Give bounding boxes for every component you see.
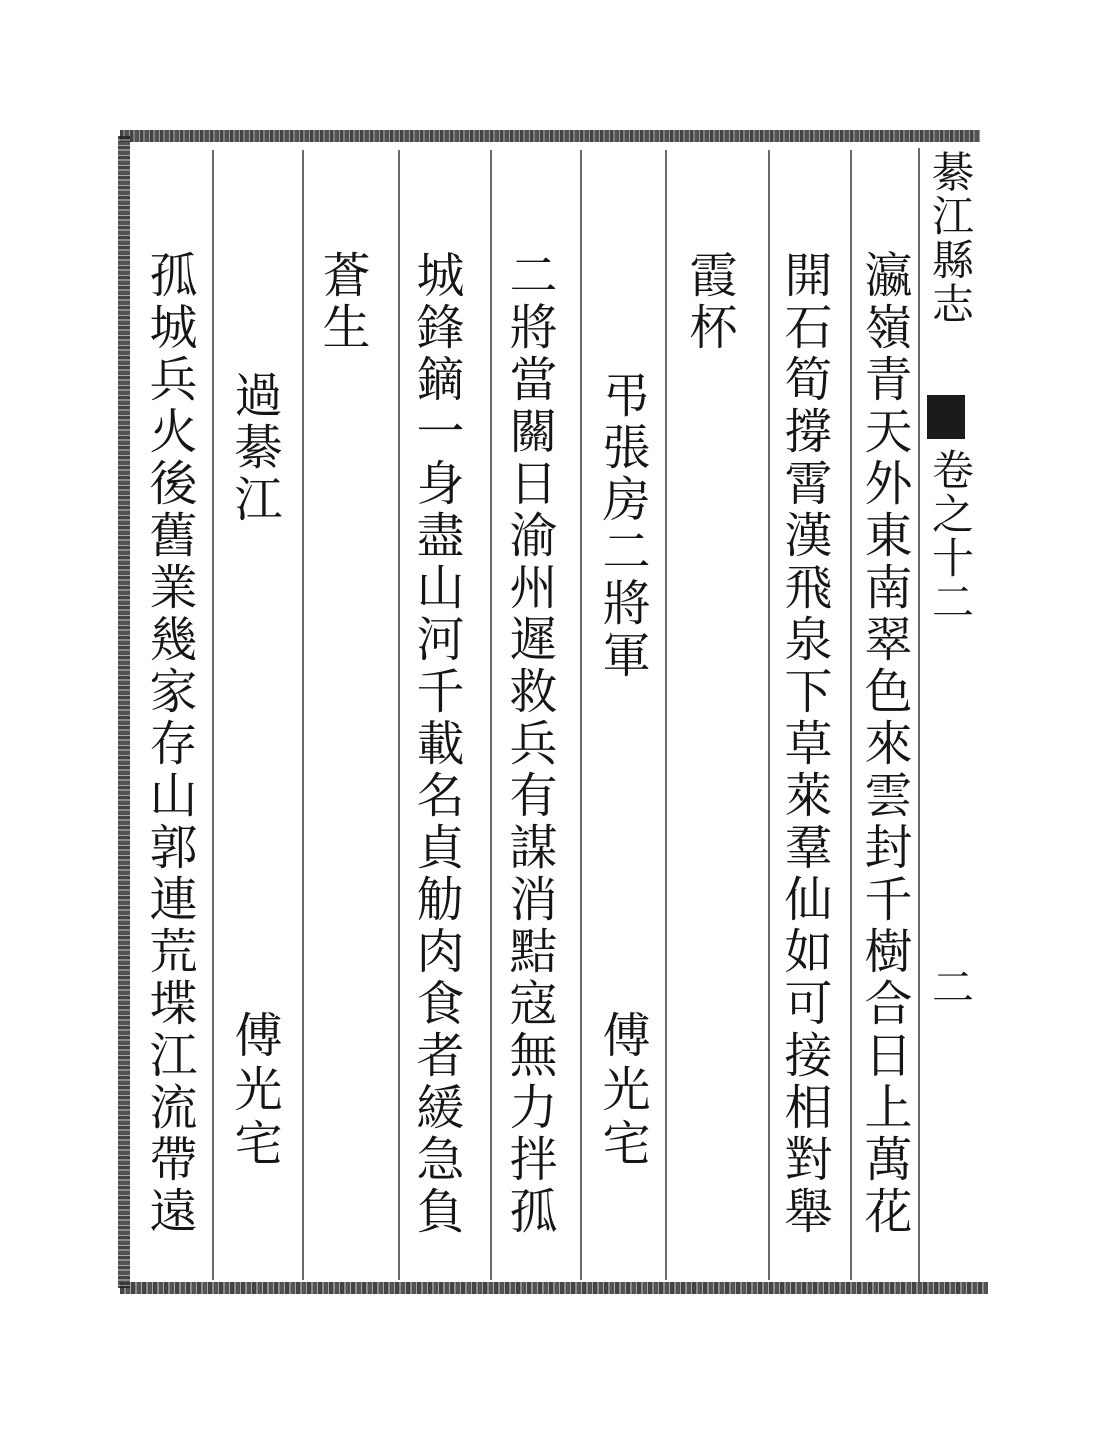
text-column-6: 城鋒鏑一身盡山河千載名貞觔肉食者緩急負 [408,250,464,1238]
column-rule [302,150,304,1280]
poem-title-2: 過綦江 [226,370,282,526]
column-rule [398,150,400,1280]
poem-author-2: 傅光宅 [226,1010,282,1172]
text-column-1: 瀛嶺青天外東南翠色來雲封千樹合日上萬花 [856,250,912,1238]
column-rule [768,150,770,1280]
text-column-2: 開石筍撐霄漢飛泉下草萊羣仙如可接相對舉 [776,250,832,1238]
margin-fishtail-mark [927,395,965,439]
column-rule [665,150,667,1280]
text-column-5: 二將當關日渝州遲救兵有謀消黠寇無力拌孤 [501,250,557,1238]
margin-title: 綦江縣志 [926,150,975,326]
frame-bottom-border [120,1282,988,1294]
frame-left-border [118,136,130,1288]
column-rule [212,150,214,1280]
poem-title-1: 弔張房二將軍 [594,370,650,682]
text-column-7: 蒼生 [314,250,370,354]
margin-volume: 卷之十二 [926,448,975,624]
text-column-3: 霞杯 [681,250,737,354]
column-rule [850,150,852,1280]
frame-top-border [120,130,980,142]
poem-author-1: 傅光宅 [594,1010,650,1172]
column-rule [918,148,920,1283]
column-rule [490,150,492,1280]
text-column-9: 孤城兵火後舊業幾家存山郭連荒堞江流帶遠 [141,250,197,1238]
margin-page-number: 二 [926,965,975,1009]
column-rule [580,150,582,1280]
